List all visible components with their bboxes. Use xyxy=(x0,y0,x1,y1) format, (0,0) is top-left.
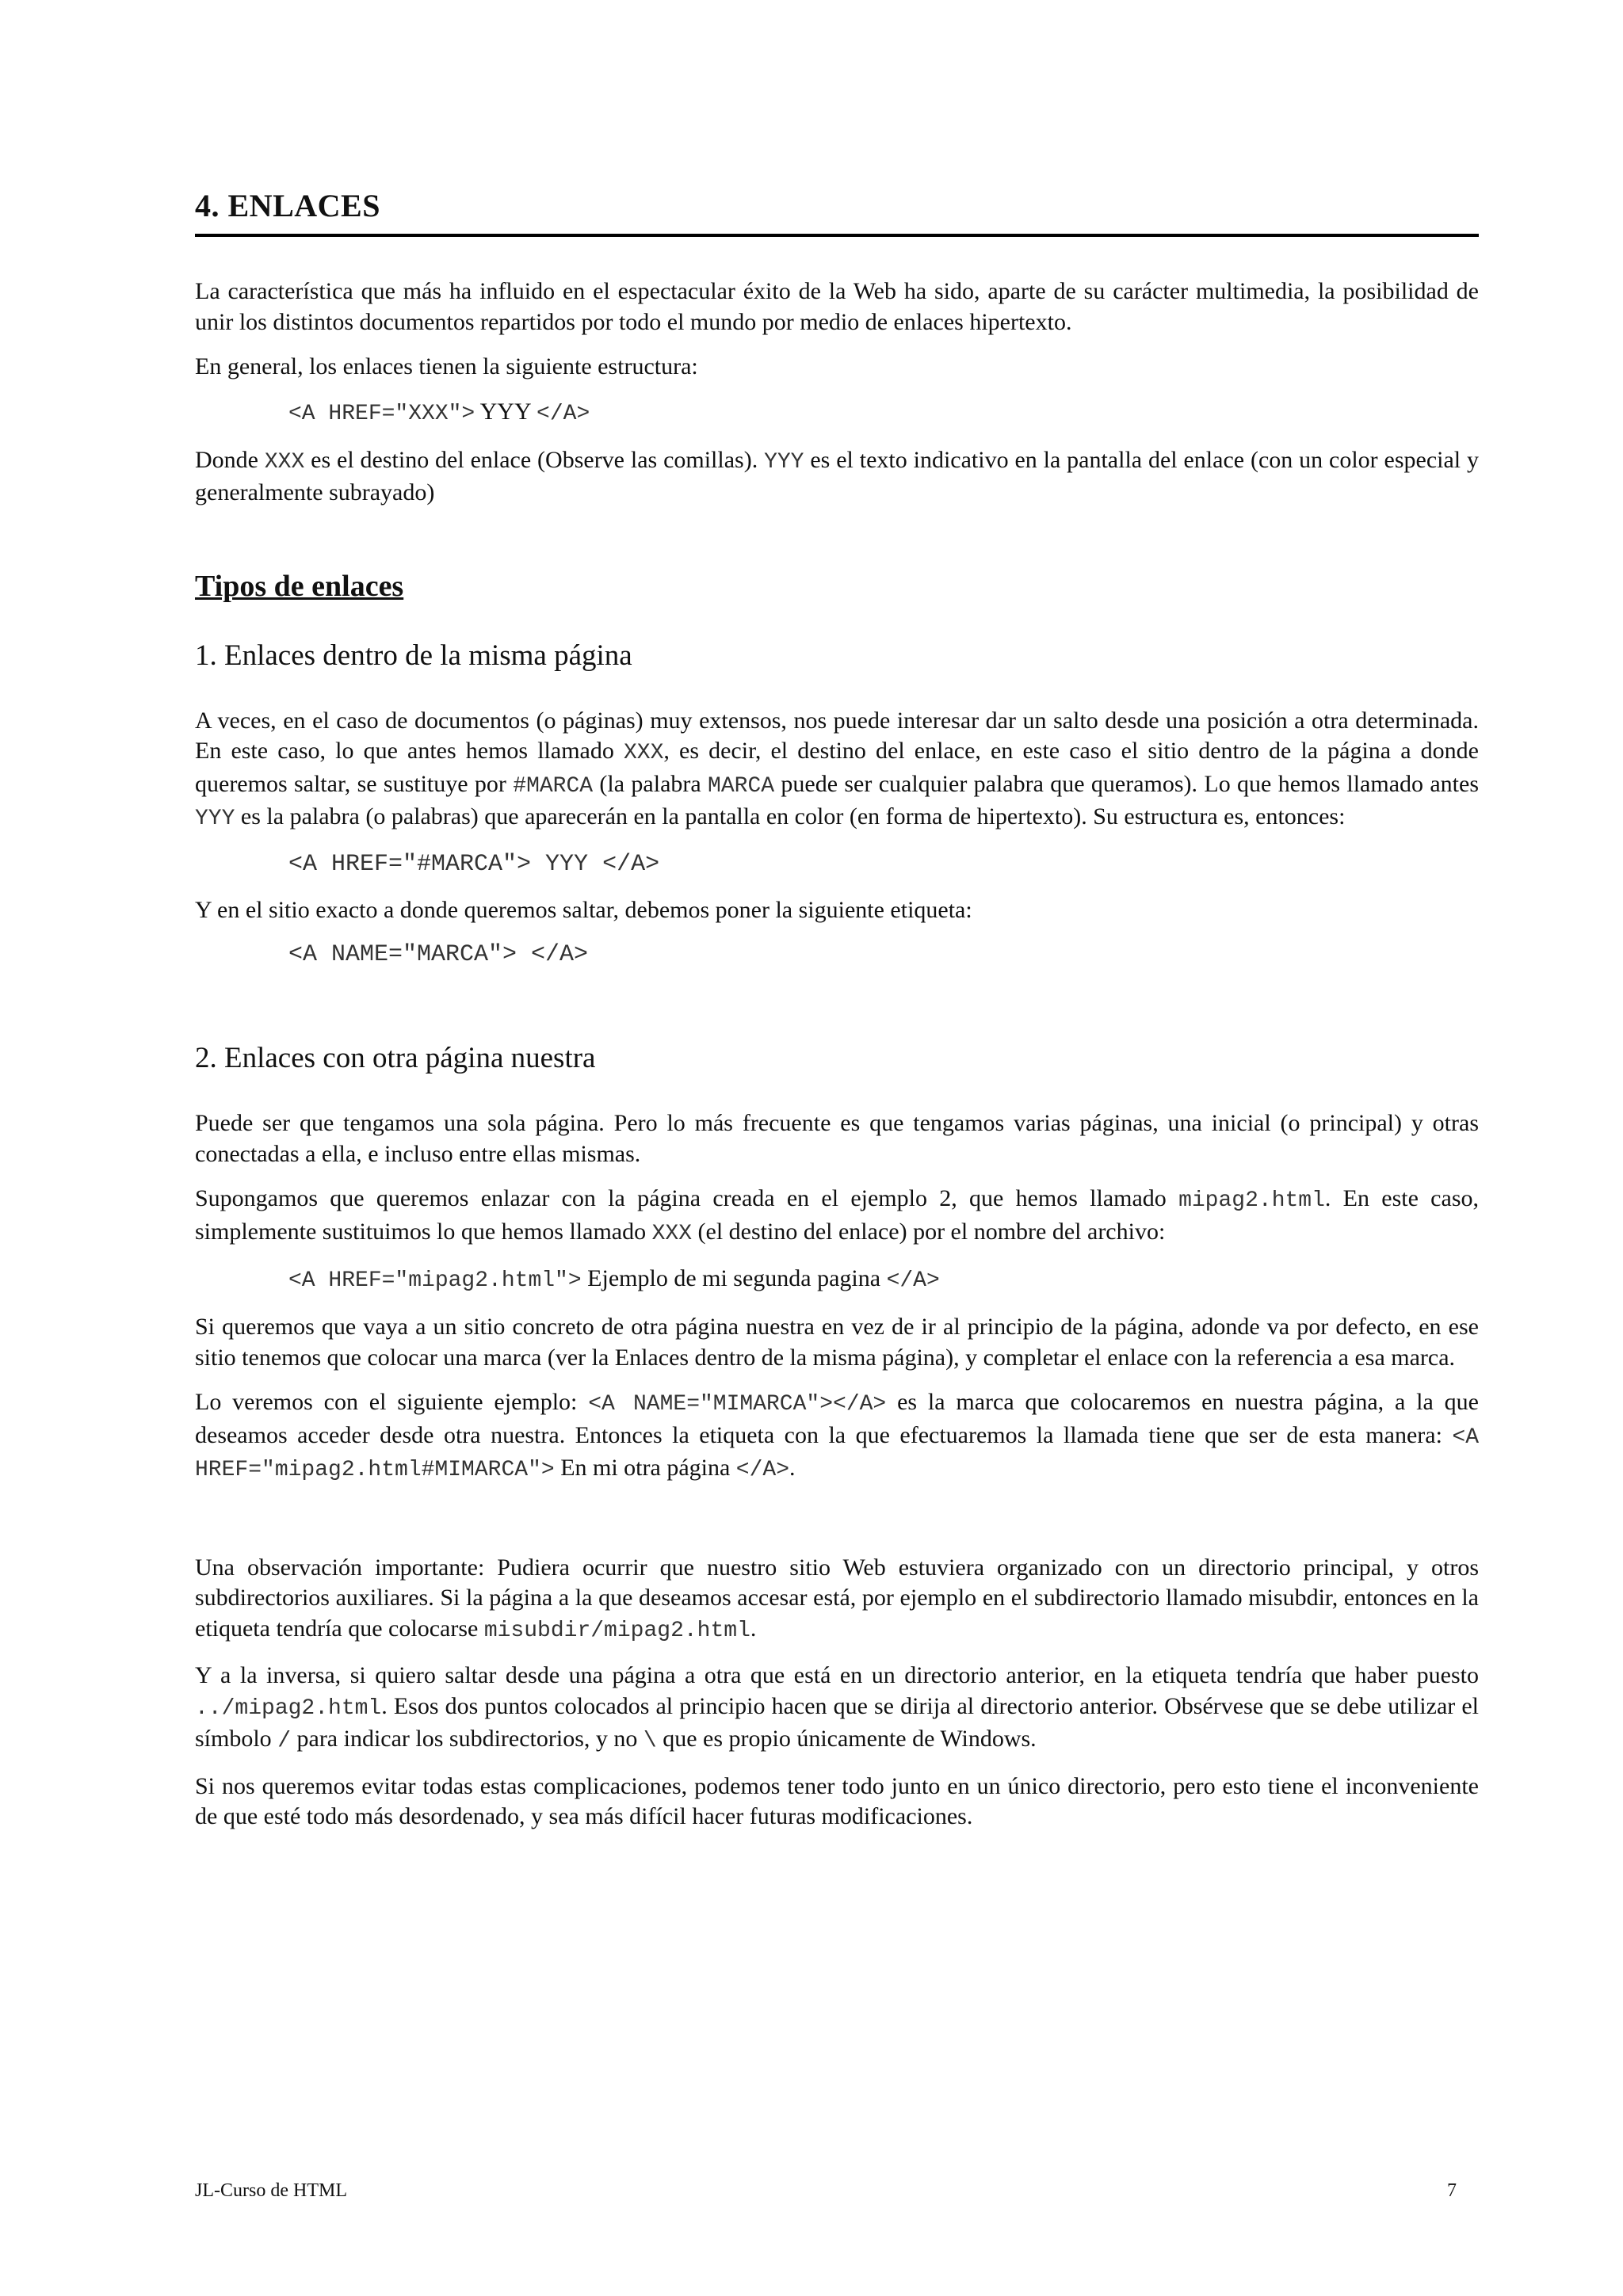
subsection-title-1: 1. Enlaces dentro de la misma página xyxy=(195,639,632,672)
section2-paragraph-4 xyxy=(195,1387,1479,1486)
section2-paragraph-1: Puede ser que tengamos una sola página. Pero lo más frecuente es que tengamos varias páginas, una inicial (o principal) y otras conectadas a ella, e incluso entre ellas mismas. xyxy=(195,1110,1479,1167)
intro-paragraph-3 xyxy=(195,445,1479,509)
observation-paragraph-1 xyxy=(195,1553,1479,1647)
text-span: es la palabra (o palabras) que aparecerán en la pantalla en color (en forma de hipertexto). Su estructura es, entonces: xyxy=(235,803,1346,830)
inline-code: misubdir/mipag2.html xyxy=(483,1618,750,1643)
text-span: para indicar los subdirectorios, y no xyxy=(291,1726,643,1752)
inline-code: </A> xyxy=(735,1458,790,1482)
inline-code: <A NAME="MIMARCA"></A> xyxy=(588,1392,887,1417)
section2-code-example xyxy=(288,1264,1479,1296)
text-span: puede ser cualquier palabra que queramos). Lo que hemos llamado antes xyxy=(774,770,1480,797)
inline-code: ../mipag2.html xyxy=(195,1695,382,1721)
text-span: es la marca que colocaremos en nuestra página, a la que deseamos acceder desde otra nuestra. Entonces la etiqueta con la que efectuaremos la llamada tiene que ser de esta manera: xyxy=(195,1389,1479,1448)
page-content xyxy=(195,187,1479,1847)
observation-paragraph-3: Si nos queremos evitar todas estas complicaciones, podemos tener todo junto en un único directorio, pero esto tiene el inconveniente de que esté todo más desordenado, y sea más difícil hacer futuras modificaciones. xyxy=(195,1772,1479,1829)
text-span: , es decir, el destino del enlace, en este caso el sitio dentro de la página a donde queremos saltar, se sustituye por xyxy=(195,738,1479,797)
inline-code: mipag2.html xyxy=(1178,1188,1325,1213)
text-span: Supongamos que queremos enlazar con la página creada en el ejemplo 2, que hemos llamado xyxy=(195,1185,1179,1211)
text-span: es el texto indicativo en la pantalla del enlace (con un color especial y generalmente subrayado) xyxy=(195,446,1479,505)
intro-code-example xyxy=(288,397,1479,429)
text-span: Y a la inversa, si quiero saltar desde una página a otra que está en un directorio anterior, en la etiqueta tendría que haber puesto xyxy=(195,1662,1479,1688)
inline-code: XXX xyxy=(623,741,664,765)
text-span: (el destino del enlace) por el nombre del archivo: xyxy=(692,1218,1166,1245)
code-open-tag: <A HREF="XXX"> xyxy=(288,401,475,426)
intro-paragraph-2: En general, los enlaces tienen la siguiente estructura: xyxy=(195,353,698,379)
intro-paragraph-1: La característica que más ha influido en el espectacular éxito de la Web ha sido, aparte de su carácter multimedia, la posibilidad de unir los distintos documentos repartidos por todo el mundo por medio de enlaces hipertexto. xyxy=(195,278,1479,335)
inline-code: \ xyxy=(643,1729,657,1753)
observation-paragraph-2 xyxy=(195,1661,1479,1757)
section1-code-example-1: <A HREF="#MARCA"> YYY </A> xyxy=(288,850,660,878)
section-title-tipos: Tipos de enlaces xyxy=(195,569,404,603)
text-span: Lo veremos con el siguiente ejemplo: xyxy=(195,1389,589,1415)
section1-paragraph-1 xyxy=(195,706,1479,835)
code-close-tag: </A> xyxy=(537,401,590,426)
text-span: . xyxy=(750,1615,757,1642)
text-span: . Esos dos puntos colocados al principio hacen que se dirija al directorio anterior. Obsérvese que se debe utilizar el símbolo xyxy=(195,1692,1479,1752)
inline-code: MARCA xyxy=(708,773,775,799)
code-open-tag: <A HREF="mipag2.html"> xyxy=(288,1268,582,1293)
text-span: . En este caso, simplemente sustituimos lo que hemos llamado xyxy=(195,1185,1479,1245)
text-span: (la palabra xyxy=(593,770,708,797)
code-link-text: Ejemplo de mi segunda pagina xyxy=(581,1265,887,1291)
section2-paragraph-3: Si queremos que vaya a un sitio concreto de otra página nuestra en vez de ir al principio de la página, adonde va por defecto, en ese sitio tenemos que colocar una marca (ver la Enlaces dentro de la misma página), y completar el enlace con la referencia a esa marca. xyxy=(195,1314,1479,1371)
text-span: Una observación importante: Pudiera ocurrir que nuestro sitio Web estuviera organizado con un directorio principal, y otros subdirectorios auxiliares. Si la página a la que deseamos accesar está, por ejemplo en el subdirectorio llamado misubdir, entonces en la etiqueta tendría que colocarse xyxy=(195,1554,1479,1642)
inline-code: XXX xyxy=(651,1221,693,1246)
text-span: Donde xyxy=(195,446,265,473)
text-span: es el destino del enlace (Observe las comillas). xyxy=(304,446,765,473)
inline-code: XXX xyxy=(264,449,305,475)
text-span: A veces, en el caso de documentos (o páginas) muy extensos, nos puede interesar dar un salto desde una posición a otra determinada. En este caso, lo que antes hemos llamado xyxy=(195,707,1479,764)
inline-code: #MARCA xyxy=(513,773,594,799)
code-close-tag: </A> xyxy=(886,1268,940,1293)
inline-code: <A HREF="mipag2.html#MIMARCA"> xyxy=(195,1425,1479,1482)
text-span: . xyxy=(789,1455,796,1481)
footer-page-number: 7 xyxy=(1447,2180,1457,2201)
section1-code-example-2: <A NAME="MARCA"> </A> xyxy=(288,941,589,968)
text-span: que es propio únicamente de Windows. xyxy=(656,1726,1037,1752)
inline-code: YYY xyxy=(195,807,235,831)
inline-code: YYY xyxy=(764,449,804,475)
code-link-text: YYY xyxy=(475,398,537,425)
section1-paragraph-2: Y en el sitio exacto a donde queremos saltar, debemos poner la siguiente etiqueta: xyxy=(195,896,972,923)
subsection-title-2: 2. Enlaces con otra página nuestra xyxy=(195,1042,596,1074)
text-span: En mi otra página xyxy=(554,1455,736,1481)
chapter-heading: 4. ENLACES xyxy=(195,187,1479,237)
footer-course-title: JL-Curso de HTML xyxy=(195,2180,347,2201)
inline-code: / xyxy=(277,1729,291,1753)
section2-paragraph-2 xyxy=(195,1184,1479,1249)
